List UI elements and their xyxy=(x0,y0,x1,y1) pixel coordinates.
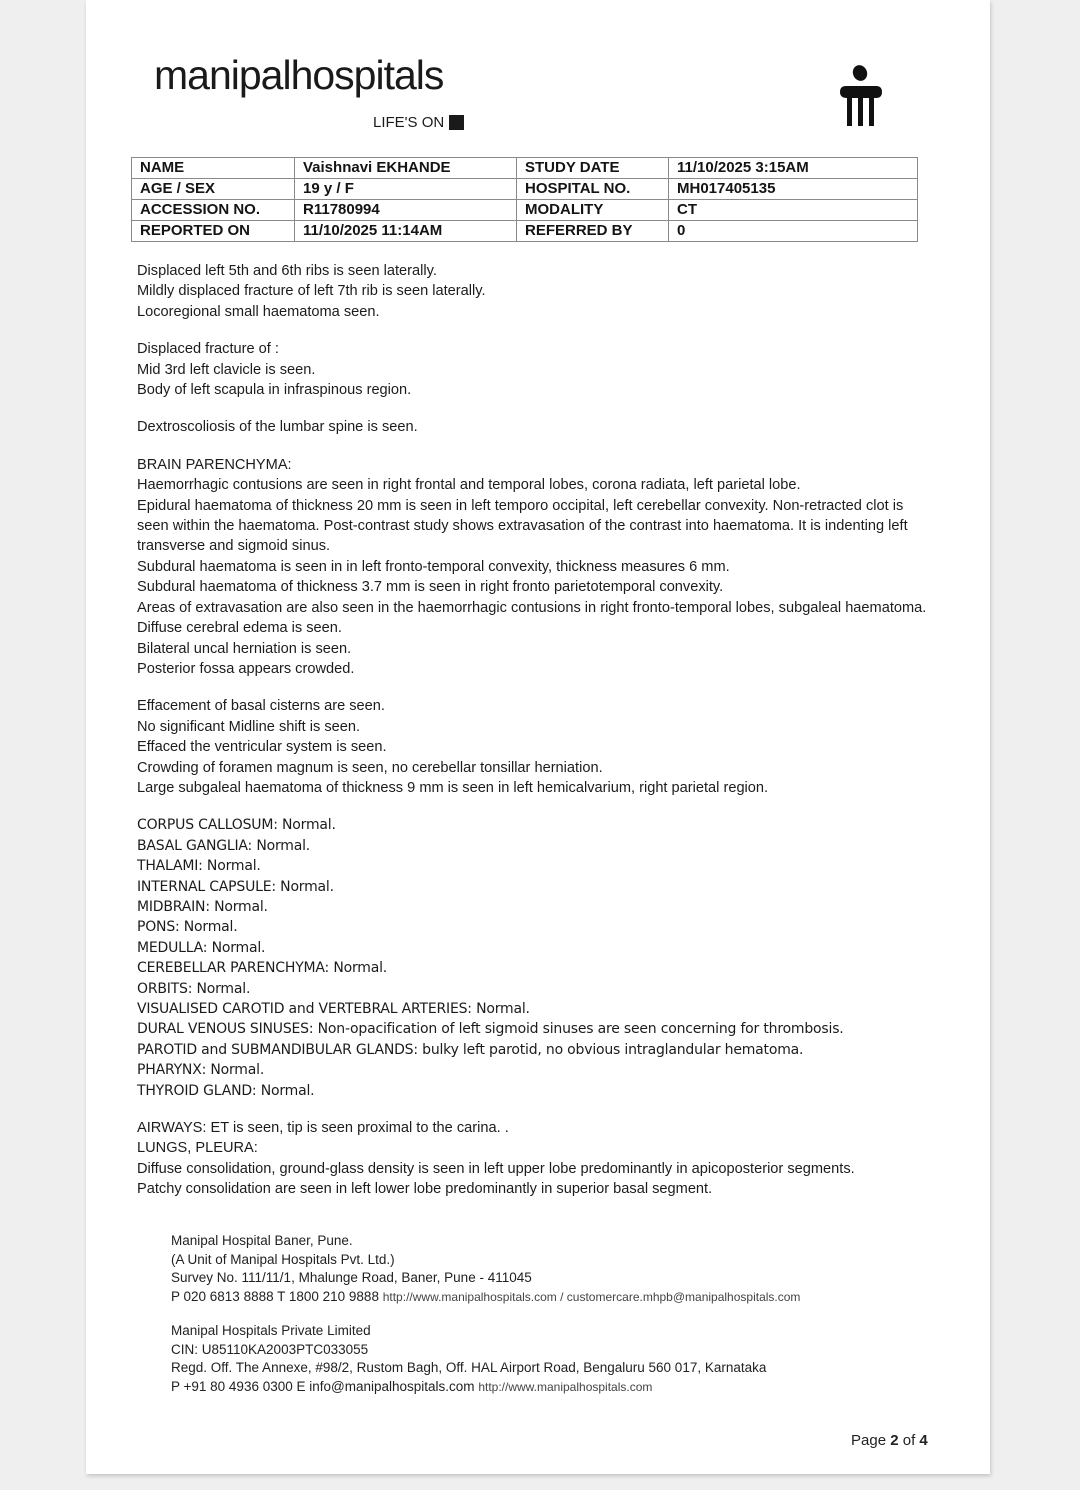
branch-phones: P 020 6813 8888 T 1800 210 9888 xyxy=(171,1288,379,1304)
table-row xyxy=(132,200,918,221)
manipal-logo-icon xyxy=(838,64,882,130)
accession-label: ACCESSION NO. xyxy=(132,200,295,221)
hospital-no-label: HOSPITAL NO. xyxy=(517,179,669,200)
ribs-section xyxy=(137,261,927,322)
brain-section xyxy=(137,455,927,679)
corporate-name: Manipal Hospitals Private Limited xyxy=(171,1323,371,1338)
page-of: of xyxy=(902,1432,916,1449)
corporate-cin: CIN: U85110KA2003PTC033055 xyxy=(171,1341,369,1357)
finding-line: Effacement of basal cisterns are seen. xyxy=(137,698,385,715)
finding-line: Diffuse cerebral edema is seen. xyxy=(137,620,342,637)
cisterns-section xyxy=(137,696,927,798)
finding-line: Locoregional small haematoma seen. xyxy=(137,303,380,320)
structure-line: MIDBRAIN: Normal. xyxy=(137,898,268,915)
page-total: 4 xyxy=(919,1432,928,1449)
corporate-contact-line xyxy=(171,1378,931,1397)
finding-line: Posterior fossa appears crowded. xyxy=(137,660,355,677)
referred-by-value: 0 xyxy=(669,221,918,242)
name-value: Vaishnavi EKHANDE xyxy=(295,158,517,179)
finding-line: Displaced fracture of : xyxy=(137,341,279,358)
structure-line: THALAMI: Normal. xyxy=(137,858,261,875)
finding-line: LUNGS, PLEURA: xyxy=(137,1140,258,1157)
corporate-address xyxy=(171,1322,931,1396)
branch-name: Manipal Hospital Baner, Pune. xyxy=(171,1233,353,1248)
page-prefix: Page xyxy=(851,1432,887,1449)
tagline-text: LIFE'S ON xyxy=(373,114,445,131)
report-findings xyxy=(137,261,927,1200)
finding-line: Diffuse consolidation, ground-glass density is seen in left upper lobe predominantly in apicoposterior segments. xyxy=(137,1160,855,1177)
structure-line: PONS: Normal. xyxy=(137,919,238,936)
modality-value: CT xyxy=(669,200,918,221)
table-row xyxy=(132,221,918,242)
branch-address xyxy=(171,1232,931,1306)
structure-line: DURAL VENOUS SINUSES: Non-opacification of left sigmoid sinuses are seen concerning for thrombosis. xyxy=(137,1021,844,1038)
finding-line: Subdural haematoma of thickness 3.7 mm is seen in right fronto parietotemporal convexity. xyxy=(137,579,724,596)
referred-by-label: REFERRED BY xyxy=(517,221,669,242)
fracture-section xyxy=(137,339,927,400)
finding-line: Effaced the ventricular system is seen. xyxy=(137,739,387,756)
finding-line: Epidural haematoma of thickness 20 mm is seen in left temporo occipital, left cerebellar convexity. Non-retracted clot is seen within the haematoma. Post-contrast study shows extravasation of the contrast into haematoma. It is indenting left transverse and sigmoid sinus. xyxy=(137,497,908,555)
corporate-contact: P +91 80 4936 0300 E info@manipalhospitals.com xyxy=(171,1378,475,1394)
chest-section xyxy=(137,1118,927,1200)
finding-line: No significant Midline shift is seen. xyxy=(137,718,361,735)
structures-section xyxy=(137,815,927,1101)
structure-line: CORPUS CALLOSUM: Normal. xyxy=(137,817,336,834)
finding-line: Areas of extravasation are also seen in the haemorrhagic contusions in right fronto-temporal lobes, subgaleal haematoma. xyxy=(137,599,927,616)
finding-line: Subdural haematoma is seen in in left fronto-temporal convexity, thickness measures 6 mm. xyxy=(137,558,730,575)
page-number xyxy=(851,1432,928,1449)
structure-line: PAROTID and SUBMANDIBULAR GLANDS: bulky left parotid, no obvious intraglandular hematoma. xyxy=(137,1041,804,1058)
page-current: 2 xyxy=(890,1432,899,1449)
study-date-value: 11/10/2025 3:15AM xyxy=(669,158,918,179)
name-label: NAME xyxy=(132,158,295,179)
structure-line: THYROID GLAND: Normal. xyxy=(137,1082,315,1099)
structure-line: BASAL GANGLIA: Normal. xyxy=(137,837,311,854)
age-sex-label: AGE / SEX xyxy=(132,179,295,200)
age-sex-value: 19 y / F xyxy=(295,179,517,200)
brand-name: manipalhospitals xyxy=(154,52,444,98)
finding-line: Body of left scapula in infraspinous region. xyxy=(137,382,412,399)
tagline-mark-icon xyxy=(449,115,464,130)
finding-line: Displaced left 5th and 6th ribs is seen laterally. xyxy=(137,263,437,279)
finding-line: Large subgaleal haematoma of thickness 9 mm is seen in left hemicalvarium, right parietal region. xyxy=(137,779,769,796)
tagline xyxy=(373,114,464,131)
branch-unit: (A Unit of Manipal Hospitals Pvt. Ltd.) xyxy=(171,1251,395,1267)
modality-label: MODALITY xyxy=(517,200,669,221)
structure-line: PHARYNX: Normal. xyxy=(137,1062,265,1079)
finding-line: Patchy consolidation are seen in left lower lobe predominantly in superior basal segment. xyxy=(137,1181,713,1198)
branch-address-line: Survey No. 111/11/1, Mhalunge Road, Baner, Pune - 411045 xyxy=(171,1270,532,1285)
finding-line: Haemorrhagic contusions are seen in right frontal and temporal lobes, corona radiata, left parietal lobe. xyxy=(137,477,801,494)
structure-line: CEREBELLAR PARENCHYMA: Normal. xyxy=(137,960,388,977)
patient-info-table xyxy=(131,157,918,242)
hospital-no-value: MH017405135 xyxy=(669,179,918,200)
finding-line: AIRWAYS: ET is seen, tip is seen proximal to the carina. . xyxy=(137,1120,509,1137)
finding-line: Crowding of foramen magnum is seen, no cerebellar tonsillar herniation. xyxy=(137,759,603,776)
structure-line: ORBITS: Normal. xyxy=(137,980,251,997)
finding-line: Mid 3rd left clavicle is seen. xyxy=(137,361,316,378)
structure-line: INTERNAL CAPSULE: Normal. xyxy=(137,878,334,895)
finding-line: Mildly displaced fracture of left 7th rib is seen laterally. xyxy=(137,283,486,300)
table-row xyxy=(132,158,918,179)
page-footer xyxy=(171,1232,931,1396)
study-date-label: STUDY DATE xyxy=(517,158,669,179)
branch-web-link[interactable]: http://www.manipalhospitals.com / customercare.mhpb@manipalhospitals.com xyxy=(382,1289,801,1304)
structure-line: VISUALISED CAROTID and VERTEBRAL ARTERIES: Normal. xyxy=(137,1001,530,1017)
structure-line: MEDULLA: Normal. xyxy=(137,939,266,956)
corporate-regd: Regd. Off. The Annexe, #98/2, Rustom Bagh, Off. HAL Airport Road, Bengaluru 560 017, Karnataka xyxy=(171,1360,767,1375)
reported-on-label: REPORTED ON xyxy=(132,221,295,242)
reported-on-value: 11/10/2025 11:14AM xyxy=(295,221,517,242)
branch-contact xyxy=(171,1288,931,1307)
section-heading: BRAIN PARENCHYMA: xyxy=(137,456,292,473)
corporate-web-link[interactable]: http://www.manipalhospitals.com xyxy=(478,1379,653,1394)
accession-value: R11780994 xyxy=(295,200,517,221)
finding-line: Bilateral uncal herniation is seen. xyxy=(137,640,352,657)
spine-finding: Dextroscoliosis of the lumbar spine is seen. xyxy=(137,419,418,436)
table-row xyxy=(132,179,918,200)
